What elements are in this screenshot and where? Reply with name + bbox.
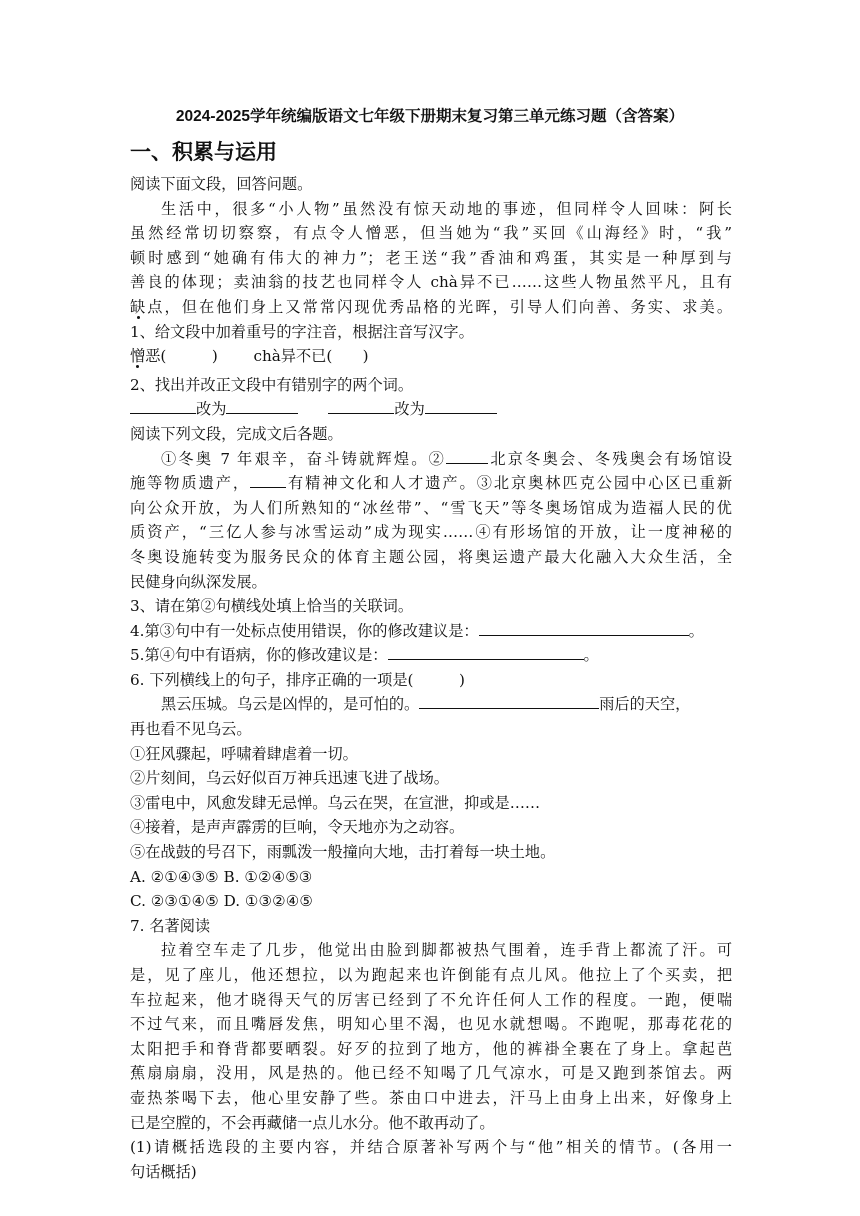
passage1-line: 善良的体现；卖油翁的技艺也同样令人 chà异不已……这些人物虽然平凡，且有 <box>130 273 732 292</box>
passage1-intro: 阅读下面文段，回答问题。 <box>130 175 313 193</box>
question-6-text: 雨后的天空， <box>599 695 691 714</box>
emphasis-char: 憎 <box>130 347 146 366</box>
passage2-line: 冬奥设施转变为服务民众的体育主题公园，将奥运遗产最大化融入大众生活，全 <box>130 547 732 566</box>
sentence-option: ④接着，是声声霹雳的巨响，令天地亦为之动容。 <box>130 818 465 837</box>
sentence-option: ②片刻间，乌云好似百万神兵迅速飞进了战场。 <box>130 769 449 788</box>
question-6-passage: 再也看不见乌云。 <box>130 720 252 739</box>
answer-blank[interactable] <box>130 397 196 414</box>
document-body <box>130 172 732 1184</box>
answer-blank[interactable] <box>446 447 488 464</box>
question-7-sub1: (1)请概括选段的主要内容，并结合原著补写两个与“他”相关的情节。(各用一 <box>130 1138 732 1157</box>
passage2-text: 北京冬奥会、冬残奥会有场馆设 <box>488 449 733 468</box>
answer-paren[interactable]: ( ) <box>326 347 369 366</box>
question-4 <box>130 619 732 644</box>
question-4-end: 。 <box>688 621 704 640</box>
question-1-answers <box>130 344 732 369</box>
passage2-line <box>130 447 732 472</box>
question-7-heading: 7. 名著阅读 <box>130 916 211 935</box>
passage1-line: 生活中，很多“小人物”虽然没有惊天动地的事迹，但同样令人回味：阿长 <box>161 199 732 218</box>
passage1-text: 点，但在他们身上又常常闪现优秀品格的光晖，引导人们向善、务实、求美。 <box>147 297 733 316</box>
passage1-line: 虽然经常切切察察，有点令人憎恶，但当她为“我”买回《山海经》时，“我” <box>130 224 732 243</box>
answer-char: 恶 <box>145 347 161 366</box>
document-title: 2024-2025学年统编版语文七年级下册期末复习第三单元练习题（含答案） <box>175 108 685 125</box>
emphasis-char: 缺 <box>130 297 148 316</box>
passage2-line: 质资产，“三亿人参与冰雪运动”成为现实……④有形场馆的开放，让一度神秘的 <box>130 523 732 542</box>
answer-blank[interactable] <box>388 643 584 660</box>
passage2-text: ①冬奥 7 年艰辛，奋斗铸就辉煌。② <box>161 449 447 468</box>
answer-blank[interactable] <box>419 692 599 709</box>
excerpt-line: 壶热茶喝下去，他心里安静了些。茶由口中进去，汗马上由身上出来，好像身上 <box>130 1088 732 1107</box>
section-heading: 一、积累与运用 <box>130 140 277 164</box>
excerpt-line: 太阳把手和脊背都要晒裂。好歹的拉到了地方，他的裤褂全裹在了身上。拿起芭 <box>130 1039 732 1058</box>
question-6-passage <box>130 692 732 717</box>
sentence-option: ①狂风骤起，呼啸着肆虐着一切。 <box>130 744 358 763</box>
passage1-line <box>130 295 732 320</box>
question-1: 1、给文段中加着重号的字注音，根据注音写汉字。 <box>130 322 474 341</box>
excerpt-line: 不过气来，而且嘴唇发焦，明知心里不渴，也见水就想喝。不跑呢，那毒花花的 <box>130 1015 732 1034</box>
question-3: 3、请在第②句横线处填上恰当的关联词。 <box>130 597 414 616</box>
excerpt-line: 蕉扇扇扇，没用，风是热的。他已经不知喝了几气凉水，可是又跑到茶馆去。两 <box>130 1064 732 1083</box>
passage2-text: 施等物质遗产， <box>130 474 251 493</box>
answer-blank[interactable] <box>226 397 298 414</box>
answer-blank[interactable] <box>425 397 497 414</box>
excerpt-line: 是，见了座儿，他还想拉，以为跑起来也许倒能有点儿风。他拉上了个买卖，把 <box>130 966 732 984</box>
question-5-end: 。 <box>583 646 599 665</box>
passage2-intro: 阅读下列文段，完成文后各题。 <box>130 424 343 443</box>
answer-blank[interactable] <box>328 397 394 414</box>
correction-2 <box>328 397 496 422</box>
passage2-line: 民健身向纵深发展。 <box>130 572 267 591</box>
sentence-option: ③雷电中，风愈发肆无忌惮。乌云在哭，在宣泄，抑或是…… <box>130 793 541 812</box>
answer-paren[interactable]: ( ) <box>160 347 218 366</box>
excerpt-line: 车拉起来，他才晓得天气的厉害已经到了不允许任何人工作的程度。一跑，便喘 <box>130 990 732 1009</box>
question-5 <box>130 643 732 668</box>
passage1-line: 顿时感到“她确有伟大的神力”；老王送“我”香油和鸡蛋，其实是一种厚到与 <box>130 248 732 267</box>
fix-label: 改为 <box>196 400 227 419</box>
answer-choices: A. ②①④③⑤ B. ①②④⑤③ <box>130 867 313 886</box>
answer-choices: C. ②③①④⑤ D. ①③②④⑤ <box>130 892 314 911</box>
question-6: 6. 下列横线上的句子，排序正确的一项是( ) <box>130 670 465 689</box>
question-2-answers <box>130 397 732 422</box>
fix-label: 改为 <box>394 400 425 419</box>
correction-1 <box>130 397 298 422</box>
passage2-text: 有精神文化和人才遗产。③北京奥林匹克公园中心区已重新 <box>286 474 733 493</box>
question-2: 2、找出并改正文段中有错别字的两个词。 <box>130 375 414 394</box>
sentence-option: ⑤在战鼓的号召下，雨瓢泼一般撞向大地，击打着每一块土地。 <box>130 843 556 862</box>
excerpt-line: 拉着空车走了几步，他觉出由脸到脚都被热气围着，连手背上都流了汗。可 <box>161 941 732 960</box>
passage2-line <box>130 471 732 496</box>
question-6-text: 黑云压城。乌云是凶悍的，是可怕的。 <box>161 695 420 714</box>
question-5-text: 5.第④句中有语病，你的修改建议是： <box>130 646 388 665</box>
passage2-line: 向公众开放，为人们所熟知的“冰丝带”、“雪飞天”等冬奥场馆成为造福人民的优 <box>130 498 732 517</box>
question-4-text: 4.第③句中有一处标点使用错误，你的修改建议是： <box>130 621 479 640</box>
answer-blank[interactable] <box>479 619 689 636</box>
question-7-sub1: 句话概括) <box>130 1162 197 1181</box>
answer-blank[interactable] <box>250 471 286 488</box>
pinyin-word: chà异不已 <box>253 347 327 366</box>
excerpt-line: 已是空膛的，不会再藏储一点儿水分。他不敢再动了。 <box>130 1113 495 1132</box>
